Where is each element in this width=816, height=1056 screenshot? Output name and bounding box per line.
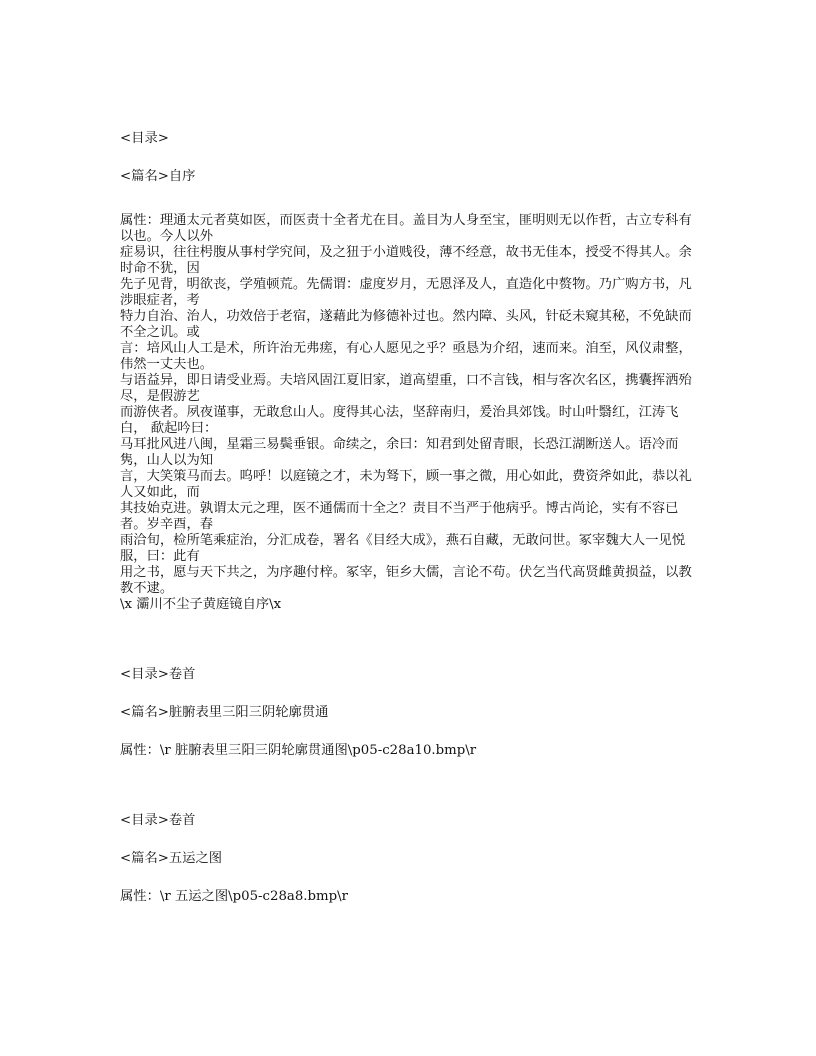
- body-line: 马耳批风进八闽，星霜三易鬓垂银。命续之，余曰：知君到处留青眼，长恐江湖断送人。语冷而隽，山人以为知: [120, 437, 679, 468]
- section-zangfu: [120, 667, 700, 759]
- body-line: 其技始克进。孰谓太元之理，医不通儒而十全之？责目不当严于他病乎。博古尚论，实有不容已者。岁辛酉，春: [120, 501, 679, 532]
- body-line: 症易识，往往枵腹从事村学究间，及之狃于小道贱役，薄不经意，故书无佳本，授受不得其人。余时命不犹，因: [120, 245, 692, 276]
- preface-body: [120, 213, 700, 613]
- pianming-heading: <篇名>自序: [120, 169, 196, 184]
- body-line: 言：培风山人工是术，所许治无弗瘥，有心人愿见之乎？亟恳为介绍，速而来。洎至，风仪肃整，伟然一丈夫也。: [120, 341, 692, 372]
- body-line: 言，大笑策马而去。呜呼！以庭镜之才，未为驽下，顾一事之微，用心如此，费资斧如此，恭以礼人又如此，而: [120, 469, 692, 500]
- section-wuyun: [120, 813, 700, 905]
- mulu-heading: <目录>: [120, 131, 169, 146]
- signature-line: \x 灞川不尘子黄庭镜自序\x: [120, 597, 282, 612]
- body-line: 属性：理通太元者莫如医，而医责十全者尤在目。盖目为人身至宝，匪明则无以作哲，古立专科有以也。今人以外: [120, 213, 692, 244]
- mulu-heading: <目录>卷首: [120, 813, 196, 828]
- body-line: 先子见背，明欲丧，学殖顿荒。先儒谓：虚度岁月，无恩泽及人，直造化中赘物。乃广购方书，凡涉眼症者，考: [120, 277, 692, 308]
- body-line: 用之书，愿与天下共之，为序趣付梓。冢宰，钜乡大儒，言论不苟。伏乞当代高贤雌黄损益，以教教不逮。: [120, 565, 692, 596]
- body-line: 与语益异，即日请受业焉。夫培风固江夏旧家，道高望重，口不言钱，相与客次名区，携囊挥洒殆尽，是假游艺: [120, 373, 692, 404]
- shuxing-line: 属性：\r 脏腑表里三阳三阴轮廓贯通图\p05-c28a10.bmp\r: [120, 743, 477, 758]
- mulu-heading: <目录>卷首: [120, 667, 196, 682]
- pianming-heading: <篇名>脏腑表里三阳三阴轮廓贯通: [120, 705, 329, 720]
- section-preface: [120, 131, 700, 613]
- body-line: 雨洽旬，检所笔乘症治，分汇成卷，署名《目经大成》，燕石自藏，无敢问世。冢宰魏大人一见悦服，曰：此有: [120, 533, 686, 564]
- body-line: 而游侠者。夙夜谨事，无敢怠山人。度得其心法，坚辞南归，爰治具郊饯。时山叶翳红，江涛飞白， 歃起吟曰：: [120, 405, 679, 436]
- shuxing-line: 属性：\r 五运之图\p05-c28a8.bmp\r: [120, 889, 348, 904]
- pianming-heading: <篇名>五运之图: [120, 851, 223, 866]
- document-page: [120, 131, 700, 905]
- body-line: 特力自治、治人，功效倍于老宿，遂藉此为修德补过也。然内障、头风，针砭未窥其秘，不免缺而不全之讥。或: [120, 309, 692, 340]
